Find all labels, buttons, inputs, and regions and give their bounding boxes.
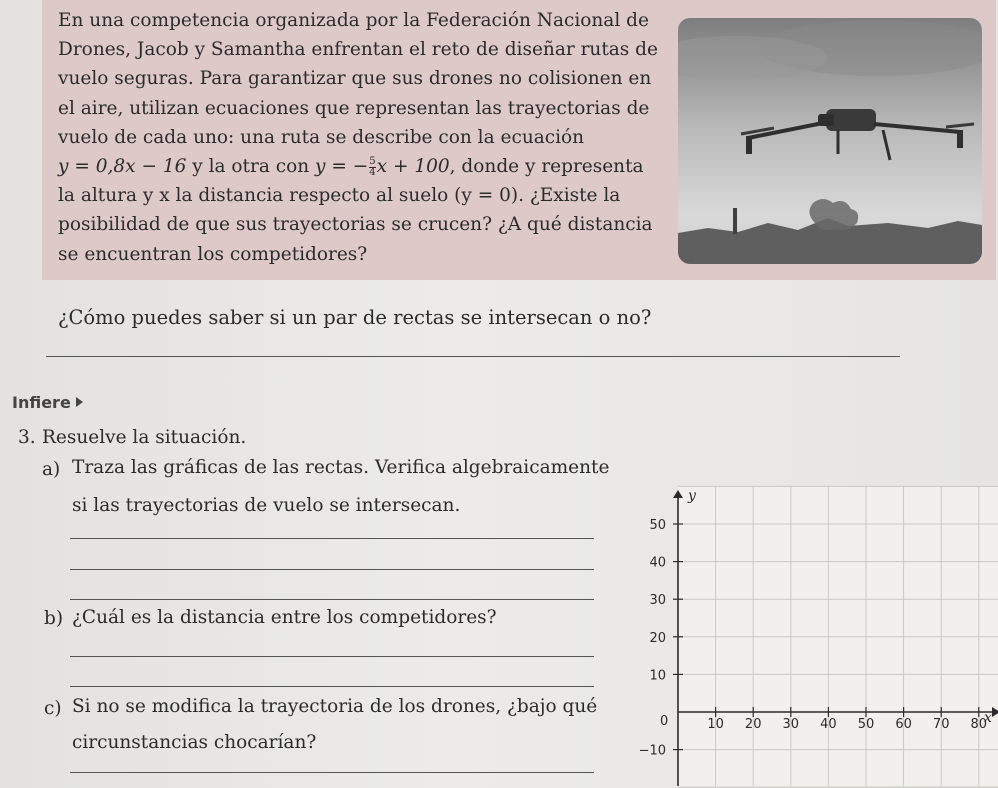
answer-line-question[interactable]	[46, 356, 900, 357]
x-tick-label: 80	[970, 717, 988, 732]
infiere-text: Infiere	[12, 393, 71, 412]
answer-line-c-1[interactable]	[70, 772, 594, 773]
answer-line-a-2[interactable]	[70, 569, 594, 570]
question-text: ¿Cómo puedes saber si un par de rectas se intersecan o no?	[58, 306, 652, 329]
problem-line-6-end: , donde y representa	[449, 156, 644, 178]
fraction-numerator: 5	[369, 155, 376, 167]
y-tick-label: 50	[649, 518, 666, 533]
item-c-line-2: circunstancias chocarían?	[72, 732, 317, 753]
item-a-line-2: si las trayectorias de vuelo se intersecan.	[72, 495, 461, 516]
item-a-line-1: Traza las gráficas de las rectas. Verifica algebraicamente	[72, 457, 610, 478]
answer-line-b-2[interactable]	[70, 686, 594, 687]
y-tick-label: −10	[638, 743, 666, 759]
item-a-text	[72, 453, 612, 521]
x-tick-label: 40	[820, 717, 837, 732]
y-tick-label: 20	[649, 630, 666, 646]
task-title: Resuelve la situación.	[42, 427, 247, 448]
x-axis-label: x	[984, 710, 992, 726]
equation-2-left: y = −	[315, 156, 369, 178]
x-tick-label: 20	[744, 717, 762, 732]
play-arrow-icon	[76, 397, 83, 407]
fraction	[369, 157, 375, 178]
item-a-letter: a)	[42, 459, 61, 480]
x-tick-label: 50	[857, 717, 875, 732]
problem-line-9: se encuentran los competidores?	[58, 243, 368, 265]
x-tick-label: 30	[782, 717, 800, 732]
problem-line-6-mid: y la otra con	[186, 156, 316, 178]
problem-line-4: el aire, utilizan ecuaciones que representan las trayectorias de	[58, 97, 650, 119]
drone-photo-image	[678, 18, 982, 264]
problem-statement	[58, 6, 658, 269]
infiere-label	[12, 393, 83, 412]
y-tick-label: 10	[649, 668, 666, 684]
problem-line-8: posibilidad de que sus trayectorias se crucen? ¿A qué distancia	[58, 214, 653, 236]
item-c-line-1: Si no se modifica la trayectoria de los drones, ¿bajo qué	[72, 696, 598, 717]
y-tick-label: 40	[649, 555, 666, 571]
problem-line-7: la altura y x la distancia respecto al suelo (y = 0). ¿Existe la	[58, 185, 621, 207]
equation-2-right: x + 100	[376, 156, 450, 178]
origin-label: 0	[660, 714, 669, 729]
answer-line-a-1[interactable]	[70, 538, 594, 539]
x-tick-label: 10	[707, 717, 724, 732]
equation-1: y = 0,8x − 16	[58, 156, 187, 178]
item-c-text	[72, 692, 612, 758]
drone-photo	[678, 18, 982, 264]
problem-line-2: Drones, Jacob y Samantha enfrentan el reto de diseñar rutas de	[58, 39, 658, 61]
coordinate-grid[interactable]	[600, 474, 998, 788]
x-tick-label: 70	[932, 717, 950, 732]
item-b-letter: b)	[44, 608, 64, 629]
problem-line-1: En una competencia organizada por la Federación Nacional de	[58, 10, 649, 31]
x-tick-label: 60	[895, 717, 912, 732]
answer-line-b-1[interactable]	[70, 656, 594, 657]
grid-background	[678, 486, 998, 786]
task-number: 3.	[18, 427, 36, 448]
y-axis-label: y	[688, 488, 696, 504]
problem-line-6	[58, 152, 658, 181]
item-b-text	[72, 603, 497, 633]
item-c-letter: c)	[44, 698, 62, 719]
problem-line-3: vuelo seguras. Para garantizar que sus drones no colisionen en	[58, 68, 652, 90]
problem-line-5: vuelo de cada uno: una ruta se describe con la ecuación	[58, 126, 585, 148]
answer-line-a-3[interactable]	[70, 599, 594, 600]
fraction-denominator: 4	[369, 166, 376, 178]
y-tick-label: 30	[649, 593, 666, 609]
item-b-line-1: ¿Cuál es la distancia entre los competidores?	[72, 607, 497, 628]
